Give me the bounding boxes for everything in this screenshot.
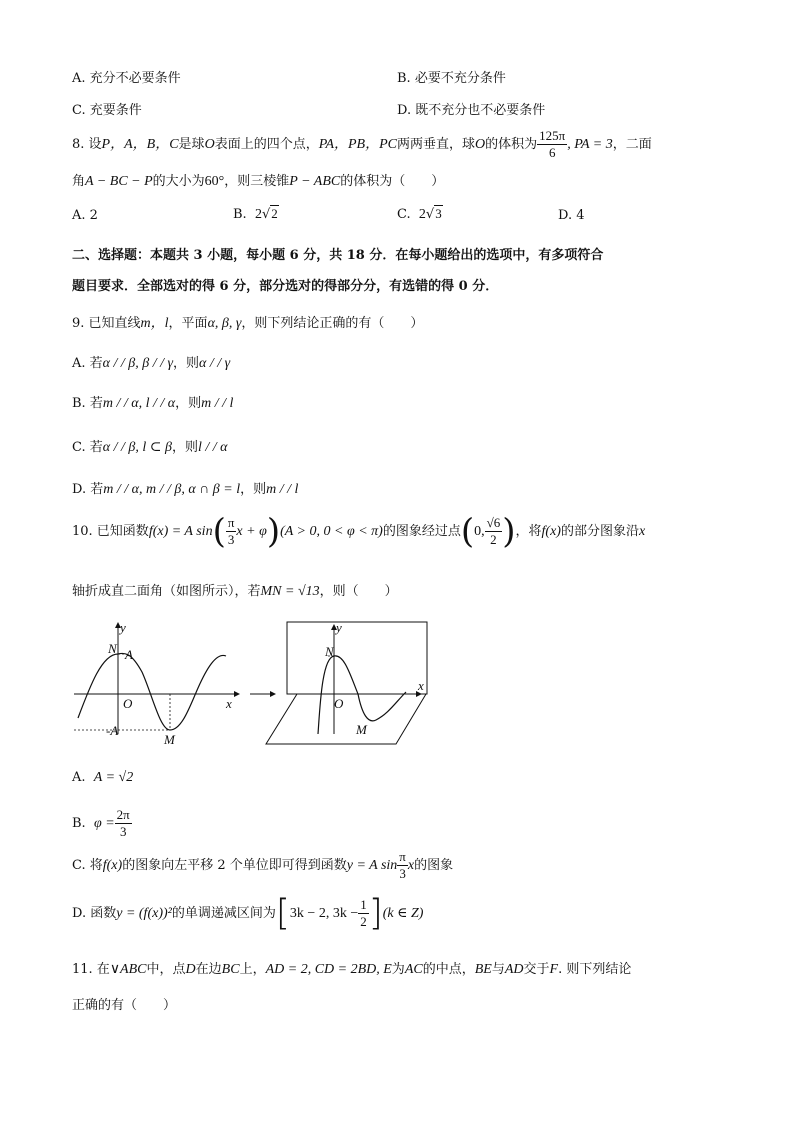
section-heading-line1: 二、选择题：本题共 3 小题，每小题 6 分，共 18 分．在每小题给出的选项中，有多项符合: [72, 248, 604, 263]
folded-m-label: M: [356, 722, 367, 737]
origin-label: O: [123, 696, 133, 711]
q10-stem-line1: 10. 已知函数f(x) = A sin( $\frac{\pi}{3}$ x + φ)(A > 0, 0 < φ < π)的图象经过点(0, $\frac{√6}{2}$ )，将f(x)的部分图象沿x: [72, 511, 646, 552]
q7-option-d: D. 既不充分也不必要条件: [397, 103, 546, 118]
q10-option-d: D. 函数y = (f(x))²的单调递减区间为[3k − 2, 3k − $\frac{1}{2}$ ](k ∈ Z): [72, 892, 424, 934]
flat-graph: [74, 620, 240, 746]
q9-option-d: D. 若m / / α, m / / β, α ∩ β = l，则m / / l: [72, 482, 299, 497]
folded-n-label: N: [325, 644, 334, 659]
volume-fraction: $\frac{125\pi}{6}$: [539, 128, 566, 160]
folded-origin-label: O: [334, 696, 344, 711]
q10-figure: [66, 616, 436, 746]
q10-option-a: A. A = √2: [72, 770, 134, 785]
section-heading-line2: 题目要求．全部选对的得 6 分，部分选对的得部分分，有选错的得 0 分．: [72, 279, 499, 294]
point-m-label: M: [164, 732, 175, 746]
q8-option-c: C. 2√3: [397, 206, 442, 222]
y-axis-label: y: [120, 620, 126, 635]
q7-option-b: B. 必要不充分条件: [397, 71, 506, 86]
q9-stem: 9. 已知直线m，l，平面α, β, γ，则下列结论正确的有（ ）: [72, 316, 424, 331]
q7-option-a: A. 充分不必要条件: [72, 71, 181, 86]
q8-stem-line2: 角A − BC − P的大小为60°，则三棱锥P − ABC的体积为（ ）: [72, 174, 445, 189]
q10-option-b: B. φ = $\frac{2\pi}{3}$: [72, 807, 130, 839]
q10-option-c: C. 将f(x)的图象向左平移 2 个单位即可得到函数y = A sin $\frac{\pi}{3}$ x的图象: [72, 849, 454, 881]
x-axis-label: x: [226, 696, 232, 711]
q8-option-a: A. 2: [72, 208, 98, 223]
q7-option-c: C. 充要条件: [72, 103, 142, 118]
q10-stem-line2: 轴折成直二面角（如图所示），若MN = √13，则（ ）: [72, 584, 398, 599]
q9-option-a: A. 若α / / β, β / / γ，则α / / γ: [72, 356, 231, 371]
q8-option-d: D. 4: [558, 208, 585, 223]
point-n-label: N: [108, 641, 117, 656]
q8-option-b: B. 2√2: [233, 206, 278, 222]
folded-x-label: x: [418, 678, 424, 693]
folded-graph: [266, 620, 427, 744]
q8-stem-line1: 8. 设P，A，B，C是球O表面上的四个点，PA，PB，PC两两垂直，球O的体积为 $\frac{125\pi}{6}$ , PA = 3，二面: [72, 128, 652, 160]
q9-option-c: C. 若α / / β, l ⊂ β，则l / / α: [72, 440, 228, 455]
point-a-label: A: [125, 647, 133, 662]
q11-stem-line2: 正确的有（ ）: [72, 998, 177, 1013]
q9-option-b: B. 若m / / α, l / / α，则m / / l: [72, 396, 234, 411]
neg-a-label: -A: [106, 723, 119, 738]
folded-y-label: y: [336, 620, 342, 635]
q11-stem-line1: 11. 在∨ABC中，点D在边BC上，AD = 2, CD = 2BD, E为AC的中点，BE与AD交于F. 则下列结论: [72, 962, 632, 977]
